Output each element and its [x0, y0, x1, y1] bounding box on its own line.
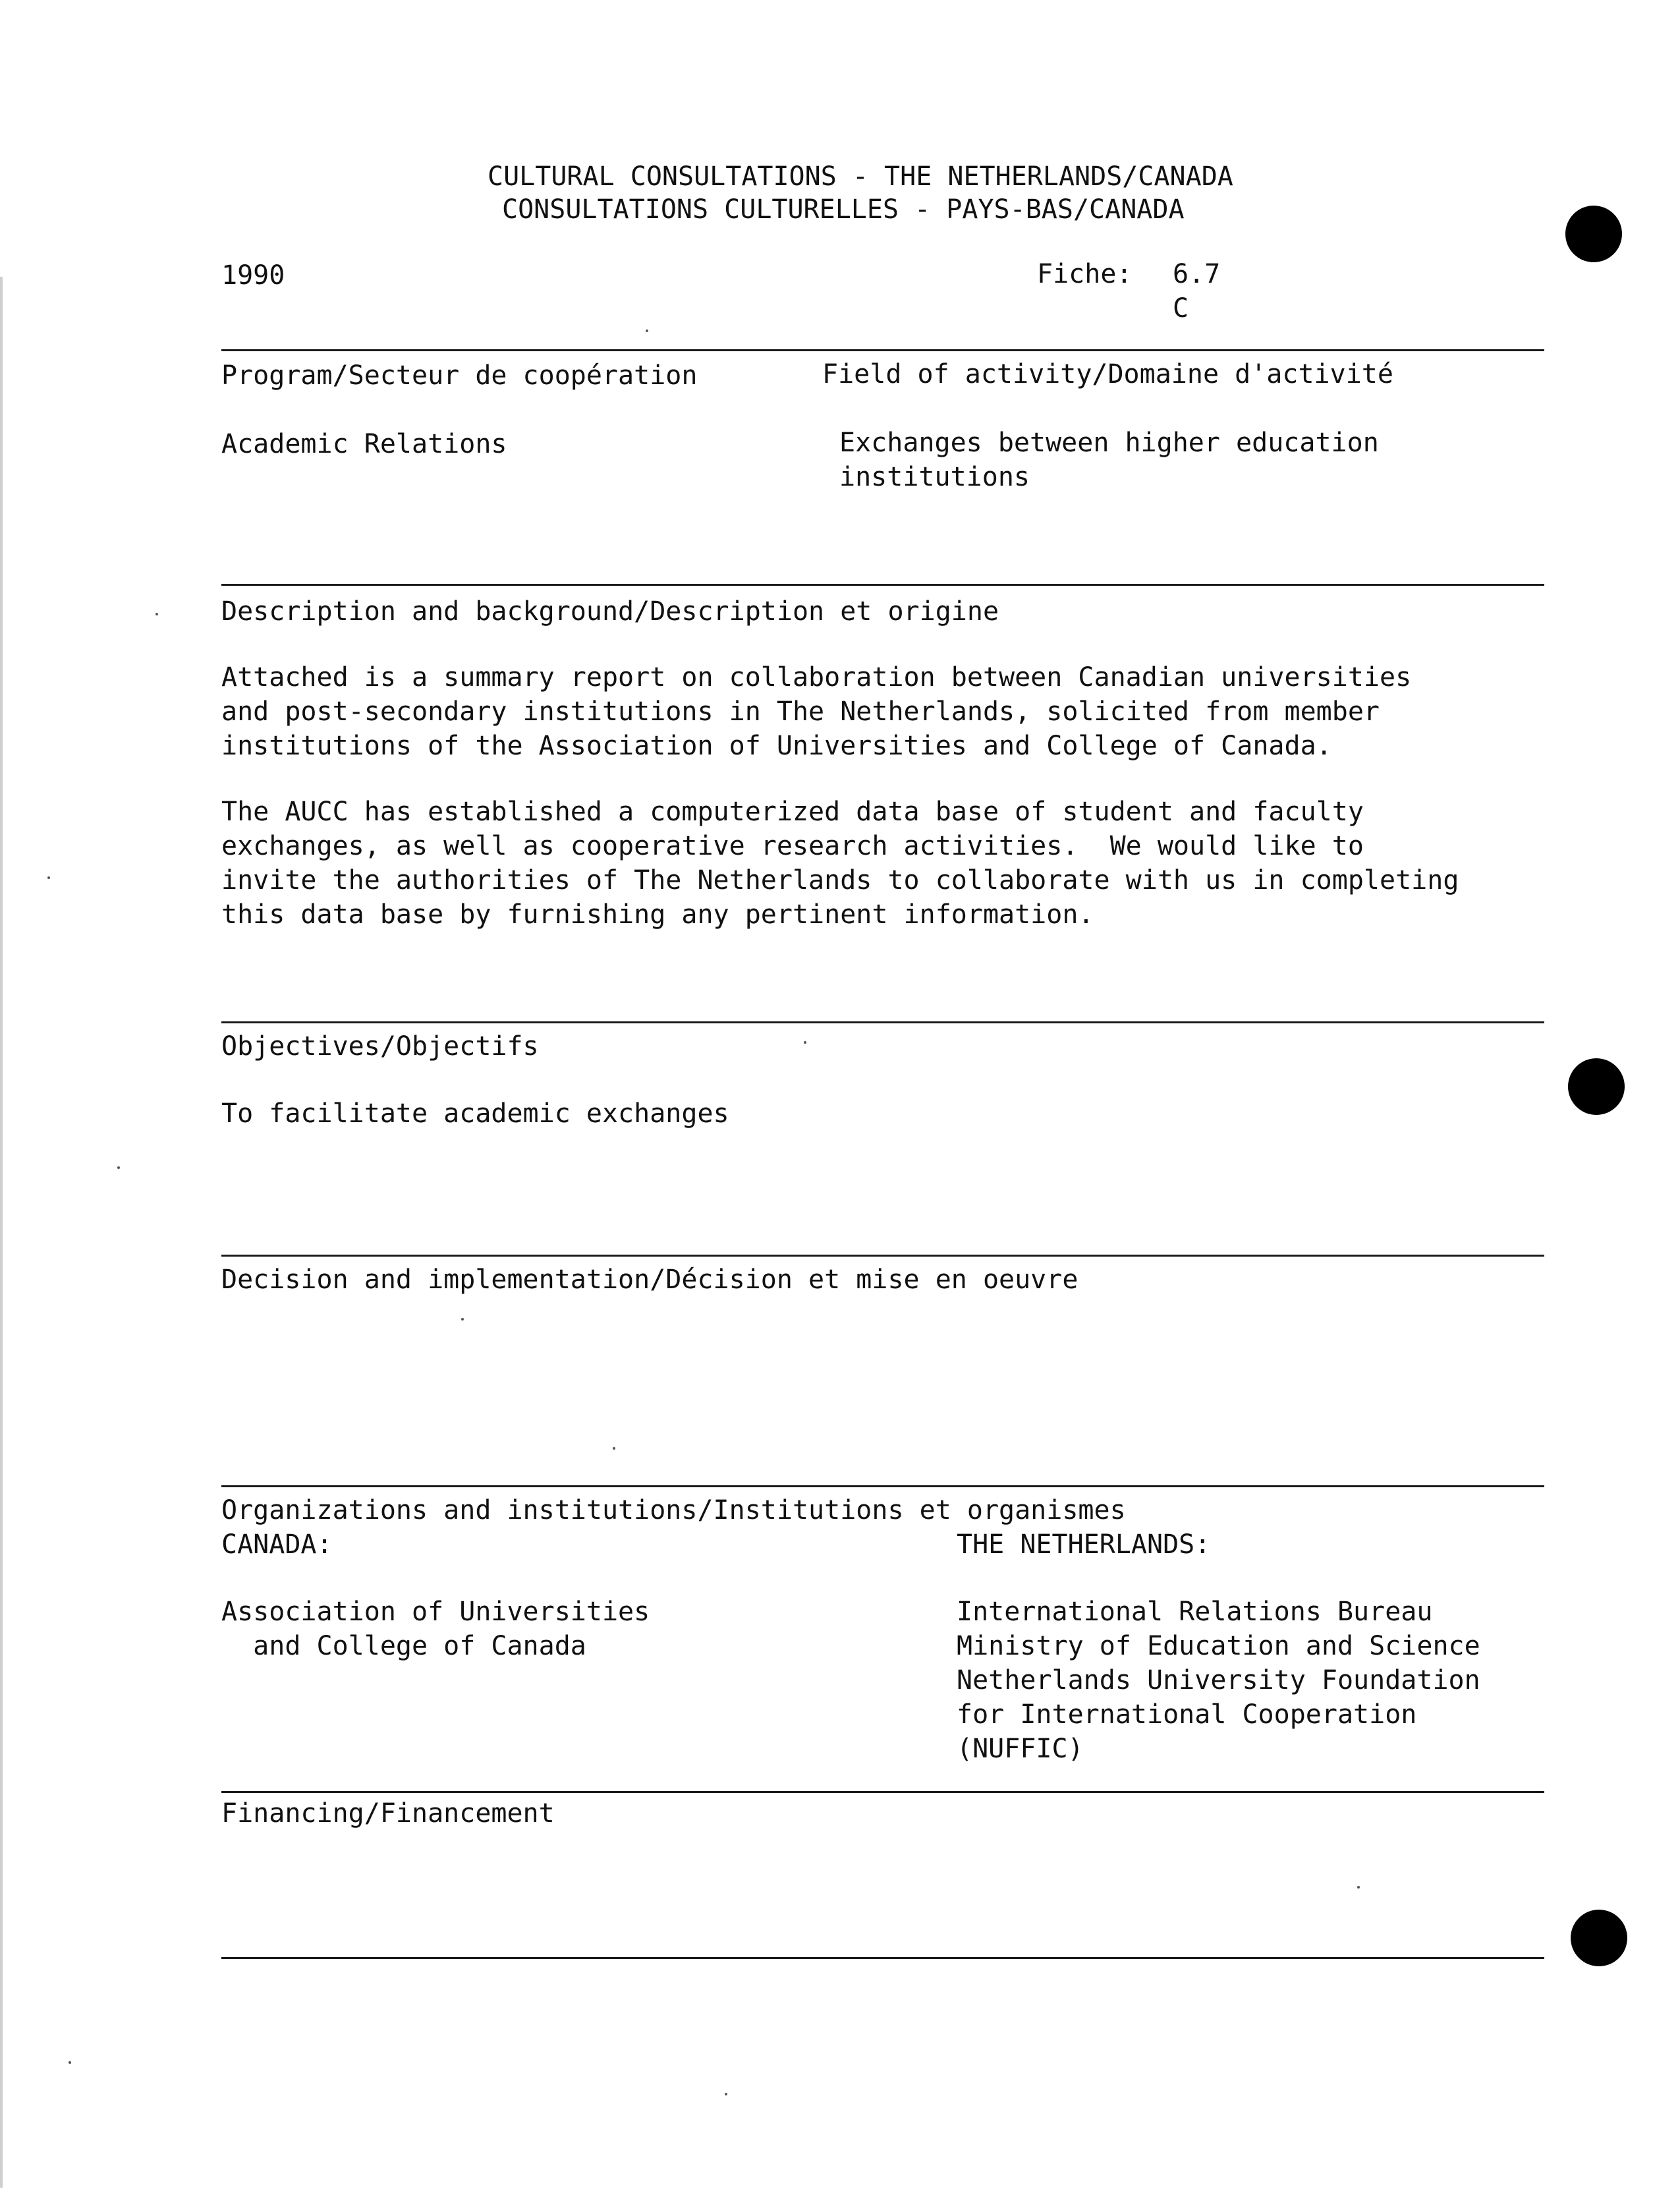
fiche-number: 6.7 [1173, 259, 1221, 289]
scan-speck [47, 876, 50, 879]
rule-2 [221, 584, 1544, 586]
scan-speck [725, 2093, 727, 2095]
scan-speck [461, 1318, 464, 1321]
punch-hole-middle [1568, 1058, 1625, 1115]
description-paragraph-1 [221, 660, 1411, 763]
canada-organizations [221, 1595, 650, 1663]
description-p2-line-4: this data base by furnishing any pertinent information. [221, 899, 1094, 930]
program-value: Academic Relations [221, 429, 507, 459]
description-paragraph-2 [221, 795, 1459, 932]
decision-label: Decision and implementation/Décision et mise en oeuvre [221, 1265, 1078, 1295]
fiche-letter: C [1173, 293, 1189, 324]
rule-5 [221, 1485, 1544, 1487]
organizations-label: Organizations and institutions/Institutions et organismes [221, 1495, 1126, 1525]
description-label: Description and background/Description et origine [221, 596, 999, 627]
fiche-label: Fiche: [1037, 259, 1133, 289]
objectives-label: Objectives/Objectifs [221, 1031, 539, 1062]
scan-speck [804, 1041, 806, 1044]
objectives-value: To facilitate academic exchanges [221, 1098, 729, 1129]
punch-hole-top [1565, 206, 1622, 262]
scan-speck [117, 1166, 120, 1169]
rule-6 [221, 1791, 1544, 1793]
punch-hole-bottom [1571, 1910, 1627, 1966]
program-label: Program/Secteur de coopération [221, 360, 698, 391]
scan-edge [0, 277, 3, 2188]
description-p2-line-3: invite the authorities of The Netherlands to collaborate with us in completing [221, 865, 1459, 896]
canada-label: CANADA: [221, 1529, 333, 1560]
netherlands-organizations [957, 1595, 1480, 1766]
netherlands-org-line-2: Ministry of Education and Science [957, 1631, 1480, 1661]
rule-4 [221, 1255, 1544, 1257]
financing-label: Financing/Financement [221, 1798, 555, 1829]
scan-speck [69, 2061, 71, 2064]
scan-speck [155, 613, 158, 615]
description-p2-line-1: The AUCC has established a computerized data base of student and faculty [221, 797, 1364, 827]
description-p1-line-2: and post-secondary institutions in The Netherlands, solicited from member [221, 697, 1380, 727]
netherlands-org-line-3: Netherlands University Foundation [957, 1665, 1480, 1695]
description-p1-line-3: institutions of the Association of Universities and College of Canada. [221, 731, 1332, 761]
netherlands-org-line-5: (NUFFIC) [957, 1734, 1084, 1764]
rule-3 [221, 1021, 1544, 1023]
year: 1990 [221, 260, 285, 291]
description-p1-line-1: Attached is a summary report on collaboration between Canadian universities [221, 662, 1412, 693]
canada-org-line-1: Association of Universities [221, 1597, 650, 1627]
netherlands-org-line-1: International Relations Bureau [957, 1597, 1433, 1627]
field-value-line-2: institutions [839, 462, 1030, 492]
field-value-line-1: Exchanges between higher education [839, 428, 1379, 458]
scan-speck [613, 1447, 615, 1450]
scan-speck [1357, 1886, 1360, 1889]
rule-7 [221, 1957, 1544, 1959]
description-p2-line-2: exchanges, as well as cooperative research activities. We would like to [221, 831, 1364, 861]
rule-1 [221, 349, 1544, 351]
netherlands-label: THE NETHERLANDS: [957, 1529, 1211, 1560]
scan-speck [646, 329, 648, 332]
netherlands-org-line-4: for International Cooperation [957, 1699, 1417, 1730]
title-french: CONSULTATIONS CULTURELLES - PAYS-BAS/CANADA [502, 194, 1185, 225]
field-label: Field of activity/Domaine d'activité [822, 359, 1393, 389]
canada-org-line-2: and College of Canada [221, 1631, 586, 1661]
title-english: CULTURAL CONSULTATIONS - THE NETHERLANDS/CANADA [488, 161, 1233, 192]
